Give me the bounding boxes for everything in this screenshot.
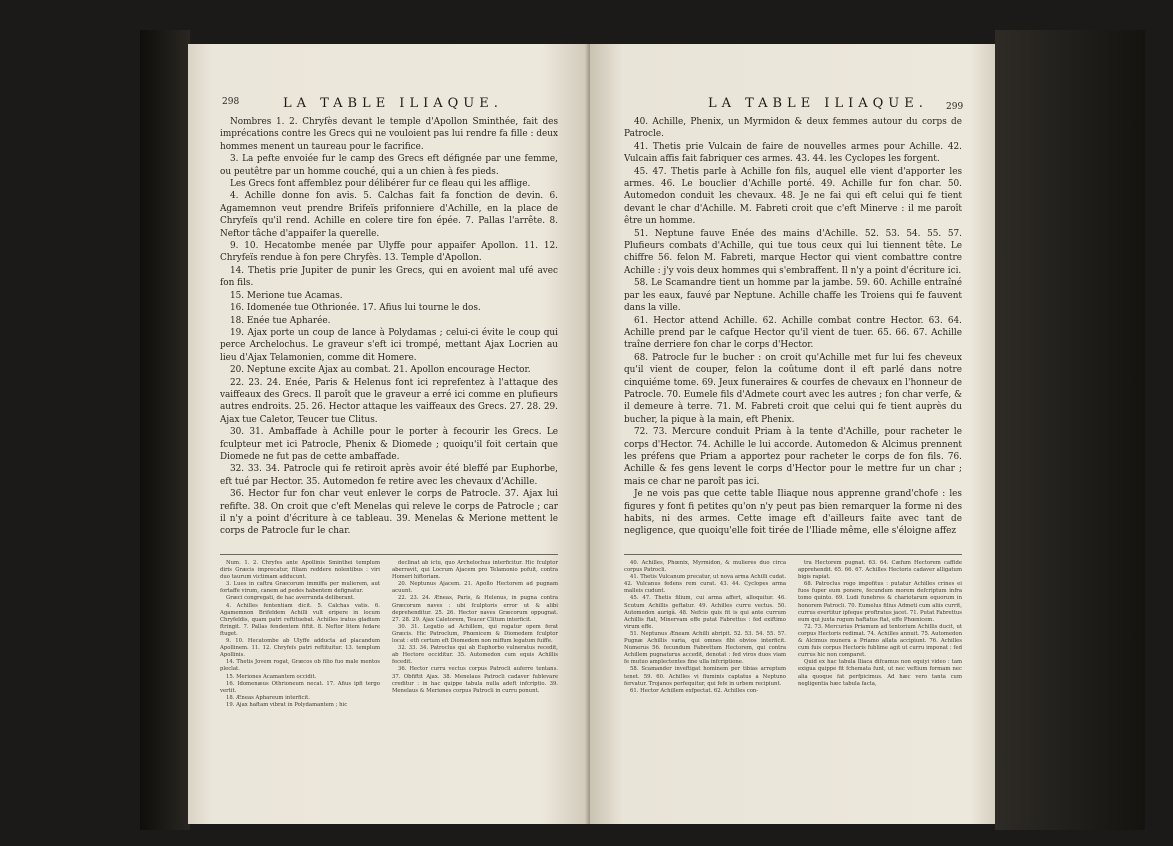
note-paragraph: 3. Lues in caftra Græcorum immiffa per mulierem, aut fortaffe virum, canem ad pedes habentem defignatur. — [220, 581, 380, 595]
paragraph: Nombres 1. 2. Chryfès devant le temple d'Apollon Sminthée, fait des imprécations contre les Grecs qui ne vouloient pas lui rendre fa fille : deux hommes menent un taureau pour le facrifice. — [220, 117, 558, 152]
latin-notes-column — [220, 560, 380, 709]
paragraph: 51. Neptune fauve Enée des mains d'Achille. 52. 53. 54. 55. 57. Plufieurs combats d'Achille, qui tue tous ceux qui lui tiennent tête. Le chiffre 56. felon M. Fabreti, marque Hector qui vient combattre contre Achille : j'y vois deux hommes qui s'embraffent. Il n'y a point d'écriture ici. — [624, 228, 962, 276]
note-paragraph: Num. 1. 2. Chryfes ante Apollinis Sminthei templum diris Græcis imprecatur, filiam reddere nolentibus : viri duo taurum victimam adducunt. — [220, 560, 380, 581]
paragraph: 9. 10. Hecatombe menée par Ulyffe pour appaifer Apollon. 11. 12. Chryfeïs rendue à fon pere Chryfès. 13. Temple d'Apollon. — [220, 241, 558, 264]
note-paragraph: 40. Achilles, Phœnix, Myrmidon, & mulieres duo circa corpus Patrocli. — [624, 560, 786, 574]
note-paragraph: 36. Hector curru vectus corpus Patrocli auferre tentans. 37. Obfiftit Ajax. 38. Menelaus Patrocli cadaver fublevare creditur : in hac quippe tabula nulla adeft infcriptio. 39. Menelaus & Meriones corpus Patrocli in curru ponunt. — [392, 666, 558, 694]
paragraph: 40. Achille, Phenix, un Myrmidon & deux femmes autour du corps de Patrocle. — [624, 117, 962, 140]
paragraph: 30. 31. Ambaffade à Achille pour le porter à fecourir les Grecs. Le fculpteur met ici Patrocle, Phenix & Diomede ; quoiqu'il foit certain que Diomede ne fut pas de cette ambaffade. — [220, 427, 558, 462]
note-paragraph: 45. 47. Thetis filium, cui arma affert, alloquitur. 46. Scutum Achillis geftatur. 49. Achilles curru vectus. 50. Automedon aurigâ. 48. Nefcio quis fit is qui ante currum Achillis ftat, Minervam effe putat Fabrettus : fed exiftimo virum effe. — [624, 595, 786, 630]
paragraph: 72. 73. Mercure conduit Priam à la tente d'Achille, pour racheter le corps d'Hector. 74. Achille le lui accorde. Automedon & Alcimus prennent les préfens que Priam a apportez pour racheter le corps de fon fils. 76. Achille & fes gens levent le corps d'Hector pour le mettre fur un char ; mais ce char ne paroît pas ici. — [624, 427, 962, 487]
paragraph: 58. Le Scamandre tient un homme par la jambe. 59. 60. Achille entraîné par les eaux, fauvé par Neptune. Achille chaffe les Troiens qui fe fauvent dans la ville. — [624, 278, 962, 314]
latin-notes-column — [798, 560, 962, 688]
book-edge-left — [140, 30, 190, 830]
note-paragraph: 30. 31. Legatio ad Achillem, qui rogatur opem ferat Græcis. Hic Patroclum, Phœnicem & Diomedem fculptor locat : etfi certum eft Diomedem non miffum legatum fuiffe. — [392, 623, 558, 645]
note-paragraph: 51. Neptunus Æneam Achilli abripit. 52. 53. 54. 55. 57. Pugnæ Achillis varia, qui omnes fibi obvios interficit. Numerus 56. fecundum Fabrettum Hectorem, qui contra Achillem pugnaturus accedit, denotat : fed viros duos viam fe mutuo amplectentes fine ulla infcriptione. — [624, 630, 786, 666]
paragraph: 3. La pefte envoiée fur le camp des Grecs eft défignée par une femme, ou peutêtre par un homme couché, qui a un chien à fes pieds. — [220, 154, 558, 177]
note-paragraph: Græci congregati, de hac averrunda deliberant. — [226, 595, 355, 602]
paragraph: 14. Thetis prie Jupiter de punir les Grecs, qui en avoient mal ufé avec fon fils. — [220, 265, 558, 289]
note-paragraph: 68. Patroclus rogo impofitus : putatur Achilles crines ei fuos fuper eum ponere, fecundum morem defcriptum infra tomo quinto. 69. Ludi funebres & chariotarum equorum in honorem Patrocli. 70. Eumelus filius Admeti cum aliis currit, currus evertitur ipfeque proftratus jacet. 71. Putat Fabrettus eum qui juxta rogum haftatus ftat, effe Phœnicem. — [798, 581, 962, 623]
paragraph: Je ne vois pas que cette table Iliaque nous apprenne grand'chofe : les figures y font fi petites qu'on n'y peut pas bien remarquer la forme ni des habits, ni des armes. Cette image eft d'ailleurs faite avec tant de negligence, que quoiqu'elle foit tirée de l'Iliade même, elle s'éloigne affez — [624, 489, 962, 537]
page-number: 298 — [222, 97, 240, 107]
book-edge-right — [995, 30, 1145, 830]
running-head: LA TABLE ILIAQUE. — [283, 96, 503, 111]
paragraph: 36. Hector fur fon char veut enlever le corps de Patrocle. 37. Ajax lui refifte. 38. On croit que c'eft Menelas qui releve le corps de Patrocle ; car il n'y a point d'écriture à ce tableau. 39. Menelas & Merione mettent le corps de Patrocle fur le char. — [220, 489, 558, 537]
left-page — [188, 44, 590, 824]
paragraph: 45. 47. Thetis parle à Achille fon fils, auquel elle vient d'apporter les armes. 46. Le bouclier d'Achille porté. 49. Achille fur fon char. 50. Automedon conduit les chevaux. 48. Je ne fai qui eft celui qui fe tient devant le char d'Achille. M. Fabreti croit que c'eft Minerve : il me paroît être un homme. — [624, 166, 962, 227]
page-number: 299 — [946, 102, 964, 112]
note-paragraph: 41. Thetis Vulcanum precatur, ut nova arma Achilli cudat. 42. Vulcanus fedens rem curat. 43. 44. Cyclopes arma malleis cudunt. — [624, 574, 786, 595]
divider — [220, 554, 558, 555]
latin-notes-column — [392, 560, 558, 695]
paragraph: 20. Neptune excite Ajax au combat. 21. Apollon encourage Hector. — [230, 365, 531, 376]
note-paragraph: declinat ab ictu, quo Archelochus interficitur. Hic fculptor aberravit, qui Locrum Ajacem pro Telamonio pofuit, contra Homeri hiftoriam. — [392, 560, 558, 581]
note-paragraph: 9. 10. Hecatombe ab Ulyffe adducta ad placandum Apollinem. 11. 12. Chryfeïs patri reftituitur. 13. templum Apollinis. — [220, 638, 380, 659]
note-paragraph: 14. Thetis Jovem rogat, Græcos ob filio fuo male mentos pleclat. — [220, 659, 380, 673]
right-page — [590, 44, 995, 824]
note-paragraph: 32. 33. 34. Patroclus qui ab Euphorbo vulneratus recedit, ab Hectore occiditur. 35. Automedon cum equis Achillis fecedit. — [392, 645, 558, 666]
divider — [624, 554, 962, 555]
note-paragraph: 16. Idomenæus Othrioneum necat. 17. Afius ipfi tergo vertit. — [220, 680, 380, 694]
paragraph: 16. Idomenée tue Othrionée. 17. Afius lui tourne le dos. — [230, 303, 481, 314]
main-text — [220, 116, 558, 538]
paragraph: Les Grecs font affemblez pour délibérer fur ce fleau qui les afflige. — [230, 179, 531, 190]
note-paragraph: 19. Ajax haftam vibrat in Polydamantem ; hic — [226, 701, 348, 708]
paragraph: 15. Merione tue Acamas. — [230, 290, 343, 301]
paragraph: 68. Patrocle fur le bucher : on croit qu'Achille met fur lui fes cheveux qu'il vient de couper, felon la coûtume dont il eft parlé dans notre cinquiéme tome. 69. Jeux funeraires & courfes de chevaux en l'honneur de Patrocle. 70. Eumele fils d'Admete court avec les autres ; fon char verfe, & il demeure à terre. 71. M. Fabreti croit que celui qui fe tient auprès du bucher, la pique à la main, eft Phenix. — [624, 352, 962, 425]
note-paragraph: 15. Meriones Acamantem occidit. — [226, 673, 317, 680]
paragraph: 41. Thetis prie Vulcain de faire de nouvelles armes pour Achille. 42. Vulcain affis fait fabriquer ces armes. 43. 44. les Cyclopes les forgent. — [624, 141, 962, 165]
note-paragraph: 58. Scamander inveftigat hominem per tibias arreptum tenet. 59. 60. Achilles vi fluminis captatus a Neptuno fervatur. Trojanos perfequitur, qui fefe in urbem recipiunt. — [624, 666, 786, 687]
note-paragraph: 20. Neptunus Ajacem. 21. Apollo Hectorem ad pugnam acuunt. — [392, 581, 558, 595]
main-text — [624, 116, 962, 538]
paragraph: 32. 33. 34. Patrocle qui fe retiroit après avoir été bleffé par Euphorbe, eft tué par Hector. 35. Automedon fe retire avec les chevaux d'Achille. — [220, 464, 558, 487]
note-paragraph: 61. Hector Achillem exfpectat. 62. Achilles con- — [630, 687, 759, 694]
paragraph: 61. Hector attend Achille. 62. Achille combat contre Hector. 63. 64. Achille prend par le cafque Hector qu'il vient de tuer. 65. 66. 67. Achille traîne derriere fon char le corps d'Hector. — [624, 315, 962, 351]
note-paragraph: 22. 23. 24. Æneas, Paris, & Helenus, in pugna contra Græcorum naves : ubi fculptoris error ut & alibi deprehenditur. 25. 26. Hector naves Græcorum oppugnat. 27. 28. 29. Ajax Caletorem, Teucer Clitum interficit. — [392, 595, 558, 623]
note-paragraph: tra Hectorem pugnat. 63. 64. Cæfum Hectorem caffide apprehendit. 65. 66. 67. Achilles Hectoris cadaver alligatum bigis rapiat. — [798, 560, 962, 581]
paragraph: 19. Ajax porte un coup de lance à Polydamas ; celui-ci évite le coup qui perce Archelochus. Le graveur s'eft ici trompé, mettant Ajax Locrien au lieu d'Ajax Telamonien, comme dit Homere. — [220, 327, 558, 363]
paragraph: 18. Enée tue Apharée. — [230, 315, 331, 326]
note-paragraph: Quid ex hac tabula Iliaca difcamus non equiyi video : tam exigua quippe fit fchemata funt, ut nec veftium formam nec alia quoque fat perfpicimus. Ad hæc vero tanta cum negligentia hæc tabula facta, — [798, 659, 962, 687]
note-paragraph: 72. 73. Mercurius Priamum ad tentorium Achillis ducit, ut corpus Hectoris redimat. 74. Achilles annuit. 75. Automedon & Alcimus munera a Priamo allata accipiunt. 76. Achilles cum fuis corpus Hectoris fublime agit ut curru imponat : fed currus hic non comparet. — [798, 623, 962, 659]
running-head: LA TABLE ILIAQUE. — [708, 96, 928, 111]
latin-notes-column — [624, 560, 786, 695]
note-paragraph: 18. Æneas Aphareum interficit. — [226, 694, 310, 701]
note-paragraph: 4. Achilles fententiam dicit. 5. Calchas vatis. 6. Agamemnon Brifeïdem Achilli vult eripere in locum Chryfeïdis, quam patri reftituebat. Achilles iratus gladium ftringit. 7. Pallas fendentem fiftit. 8. Neftor litem fedare ftuget. — [220, 602, 380, 637]
paragraph: 4. Achille donne fon avis. 5. Calchas fait fa fonction de devin. 6. Agamemnon veut prendre Brifeïs prifonniere d'Achille, en la place de Chryfeïs qu'il rend. Achille en colere tire fon épée. 7. Pallas l'arrête. 8. Neftor tâche d'appaifer la querelle. — [220, 191, 558, 239]
paragraph: 22. 23. 24. Enée, Paris & Helenus font ici reprefentez à l'attaque des vaiffeaux des Grecs. Il paroît que le graveur a erré ici comme en plufieurs autres endroits. 25. 26. Hector attaque les vaiffeaux des Grecs. 27. 28. 29. Ajax tue Caletor, Teucer tue Clitus. — [220, 377, 558, 425]
